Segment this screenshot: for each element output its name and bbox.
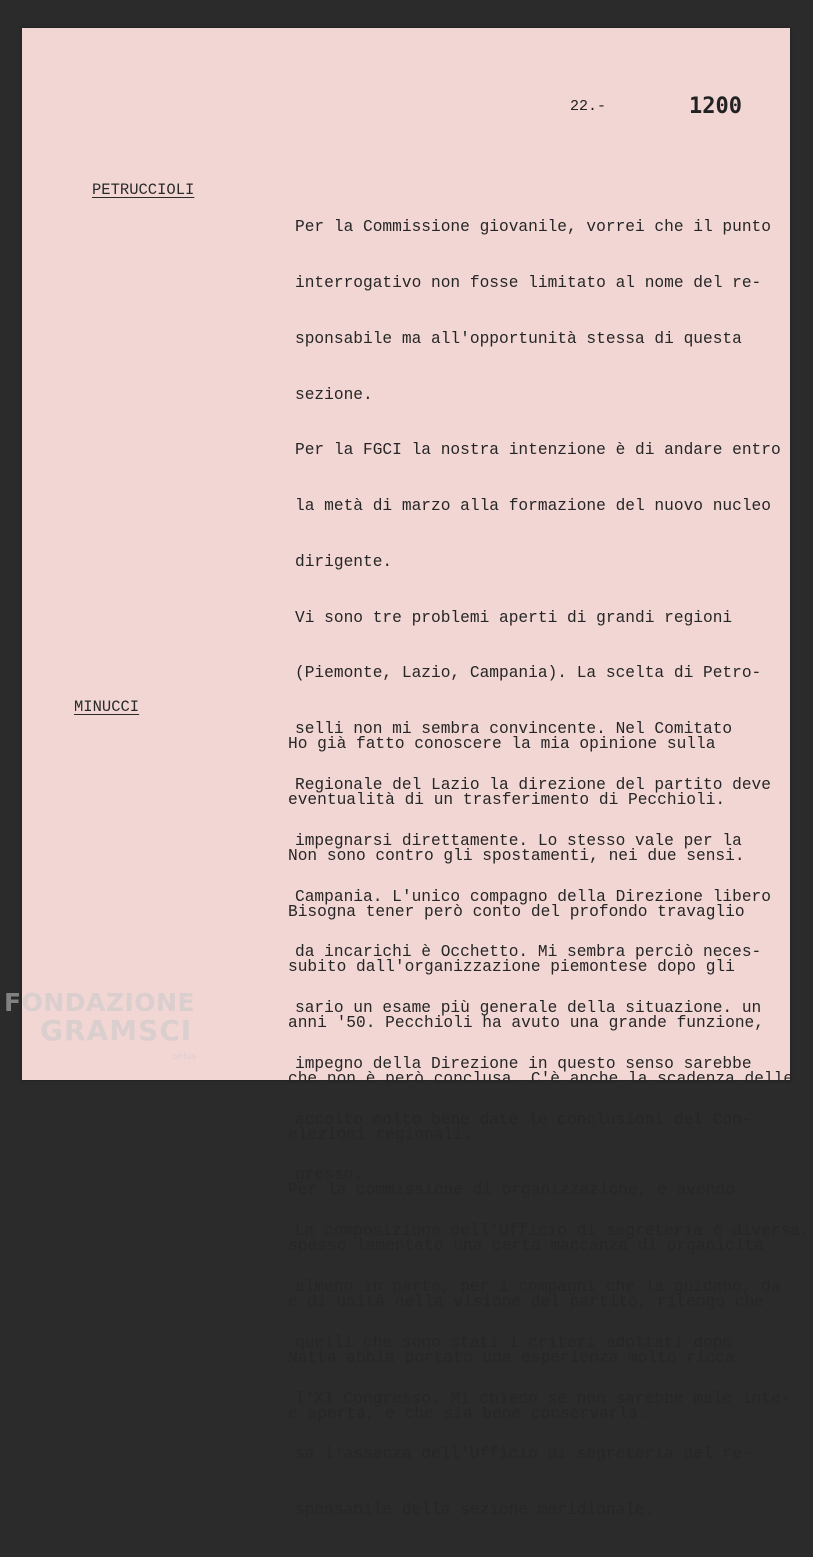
text-line: gresso. xyxy=(295,1166,363,1185)
speaker-name: MINUCCI xyxy=(74,698,140,716)
text-line: (Piemonte, Lazio, Campania). La scelta di Petro- xyxy=(295,664,762,683)
text-line: e aperta, e che sia bene conservarla. xyxy=(288,1404,648,1423)
page-number: 22.- xyxy=(570,98,607,115)
text-line: quelli che sono stati i criteri adottati dopo xyxy=(295,1333,733,1352)
text-line: sezione. xyxy=(295,385,373,404)
document-page xyxy=(22,28,810,1520)
text-line: almeno in parte, per i compagni che la guidano, da xyxy=(295,1278,781,1297)
text-line: Bisogna tener però conto del profondo travaglio xyxy=(288,902,745,921)
text-line: e di unità nella visione del partito, ritengo che xyxy=(288,1293,764,1311)
speech-text xyxy=(288,698,793,1460)
text-line: Natta abbia portato una esperienza molto ricca xyxy=(288,1348,735,1367)
text-line: Campania. L'unico compagno della Direzione libero xyxy=(295,887,771,906)
text-line: Regionale del Lazio la direzione del partito deve xyxy=(295,776,771,794)
text-line: selli non mi sembra convincente. Nel Comitato xyxy=(295,720,733,739)
text-line: impegno della Direzione in questo senso sarebbe xyxy=(295,1054,752,1073)
text-line: Per la commissione di organizzazione, e avendo xyxy=(288,1181,735,1200)
text-line: subito dall'organizzazione piemontese dopo gli xyxy=(288,958,735,977)
text-line: eventualità di un trasferimento di Pecchioli. xyxy=(288,790,726,809)
text-line: Ho già fatto conoscere la mia opinione sulla xyxy=(288,735,716,754)
text-line: spesso lamentato una certa mancanza di organicità xyxy=(288,1237,764,1256)
text-line: dirigente. xyxy=(295,552,393,571)
text-line: interrogativo non fosse limitato al nome del re- xyxy=(295,273,762,292)
fondazione-gramsci-watermark xyxy=(4,990,195,1045)
text-line: l'XI Congresso. Mi chiedo se non sarebbe male inte- xyxy=(295,1389,791,1408)
speaker-name: PETRUCCIOLI xyxy=(92,181,195,199)
text-line: La composizione dell'Ufficio di segreteria è diversa, xyxy=(295,1222,810,1241)
text-line: Vi sono tre problemi aperti di grandi regioni xyxy=(295,608,733,627)
text-line: da incarichi è Occhetto. Mi sembra perciò neces- xyxy=(295,943,762,962)
text-line: Non sono contro gli spostamenti, nei due sensi. xyxy=(288,846,745,865)
text-line: sponsabile ma all'opportunità stessa di questa xyxy=(295,329,742,348)
text-line: sponsabile della sezione meridionale. xyxy=(295,1501,655,1520)
text-line: che non è però conclusa. C'è anche la scadenza delle xyxy=(288,1069,794,1088)
text-line: Per la Commissione giovanile, vorrei che il punto xyxy=(295,218,771,237)
watermark-onlus: onlus xyxy=(172,1052,197,1062)
text-line: impegnarsi direttamente. Lo stesso vale per la xyxy=(295,831,742,850)
text-line: la metà di marzo alla formazione del nuovo nucleo xyxy=(295,497,771,516)
archive-stamp-number: 1200 xyxy=(689,94,742,119)
text-line: sa l'assenza dell'Ufficio di segreteria del re- xyxy=(295,1445,752,1464)
watermark-line-2: GRAMSCI xyxy=(40,1014,193,1047)
text-line: Per la FGCI la nostra intenzione è di andare entro xyxy=(295,441,781,460)
text-line: sario un esame più generale della situazione. un xyxy=(295,999,762,1018)
text-line: accolto molto bene date le conclusioni del Con- xyxy=(295,1110,752,1129)
watermark-line-1: FONDAZIONE xyxy=(4,988,196,1017)
text-line: elezioni regionali. xyxy=(288,1125,473,1144)
text-line: anni '50. Pecchioli ha avuto una grande funzione, xyxy=(288,1014,764,1033)
